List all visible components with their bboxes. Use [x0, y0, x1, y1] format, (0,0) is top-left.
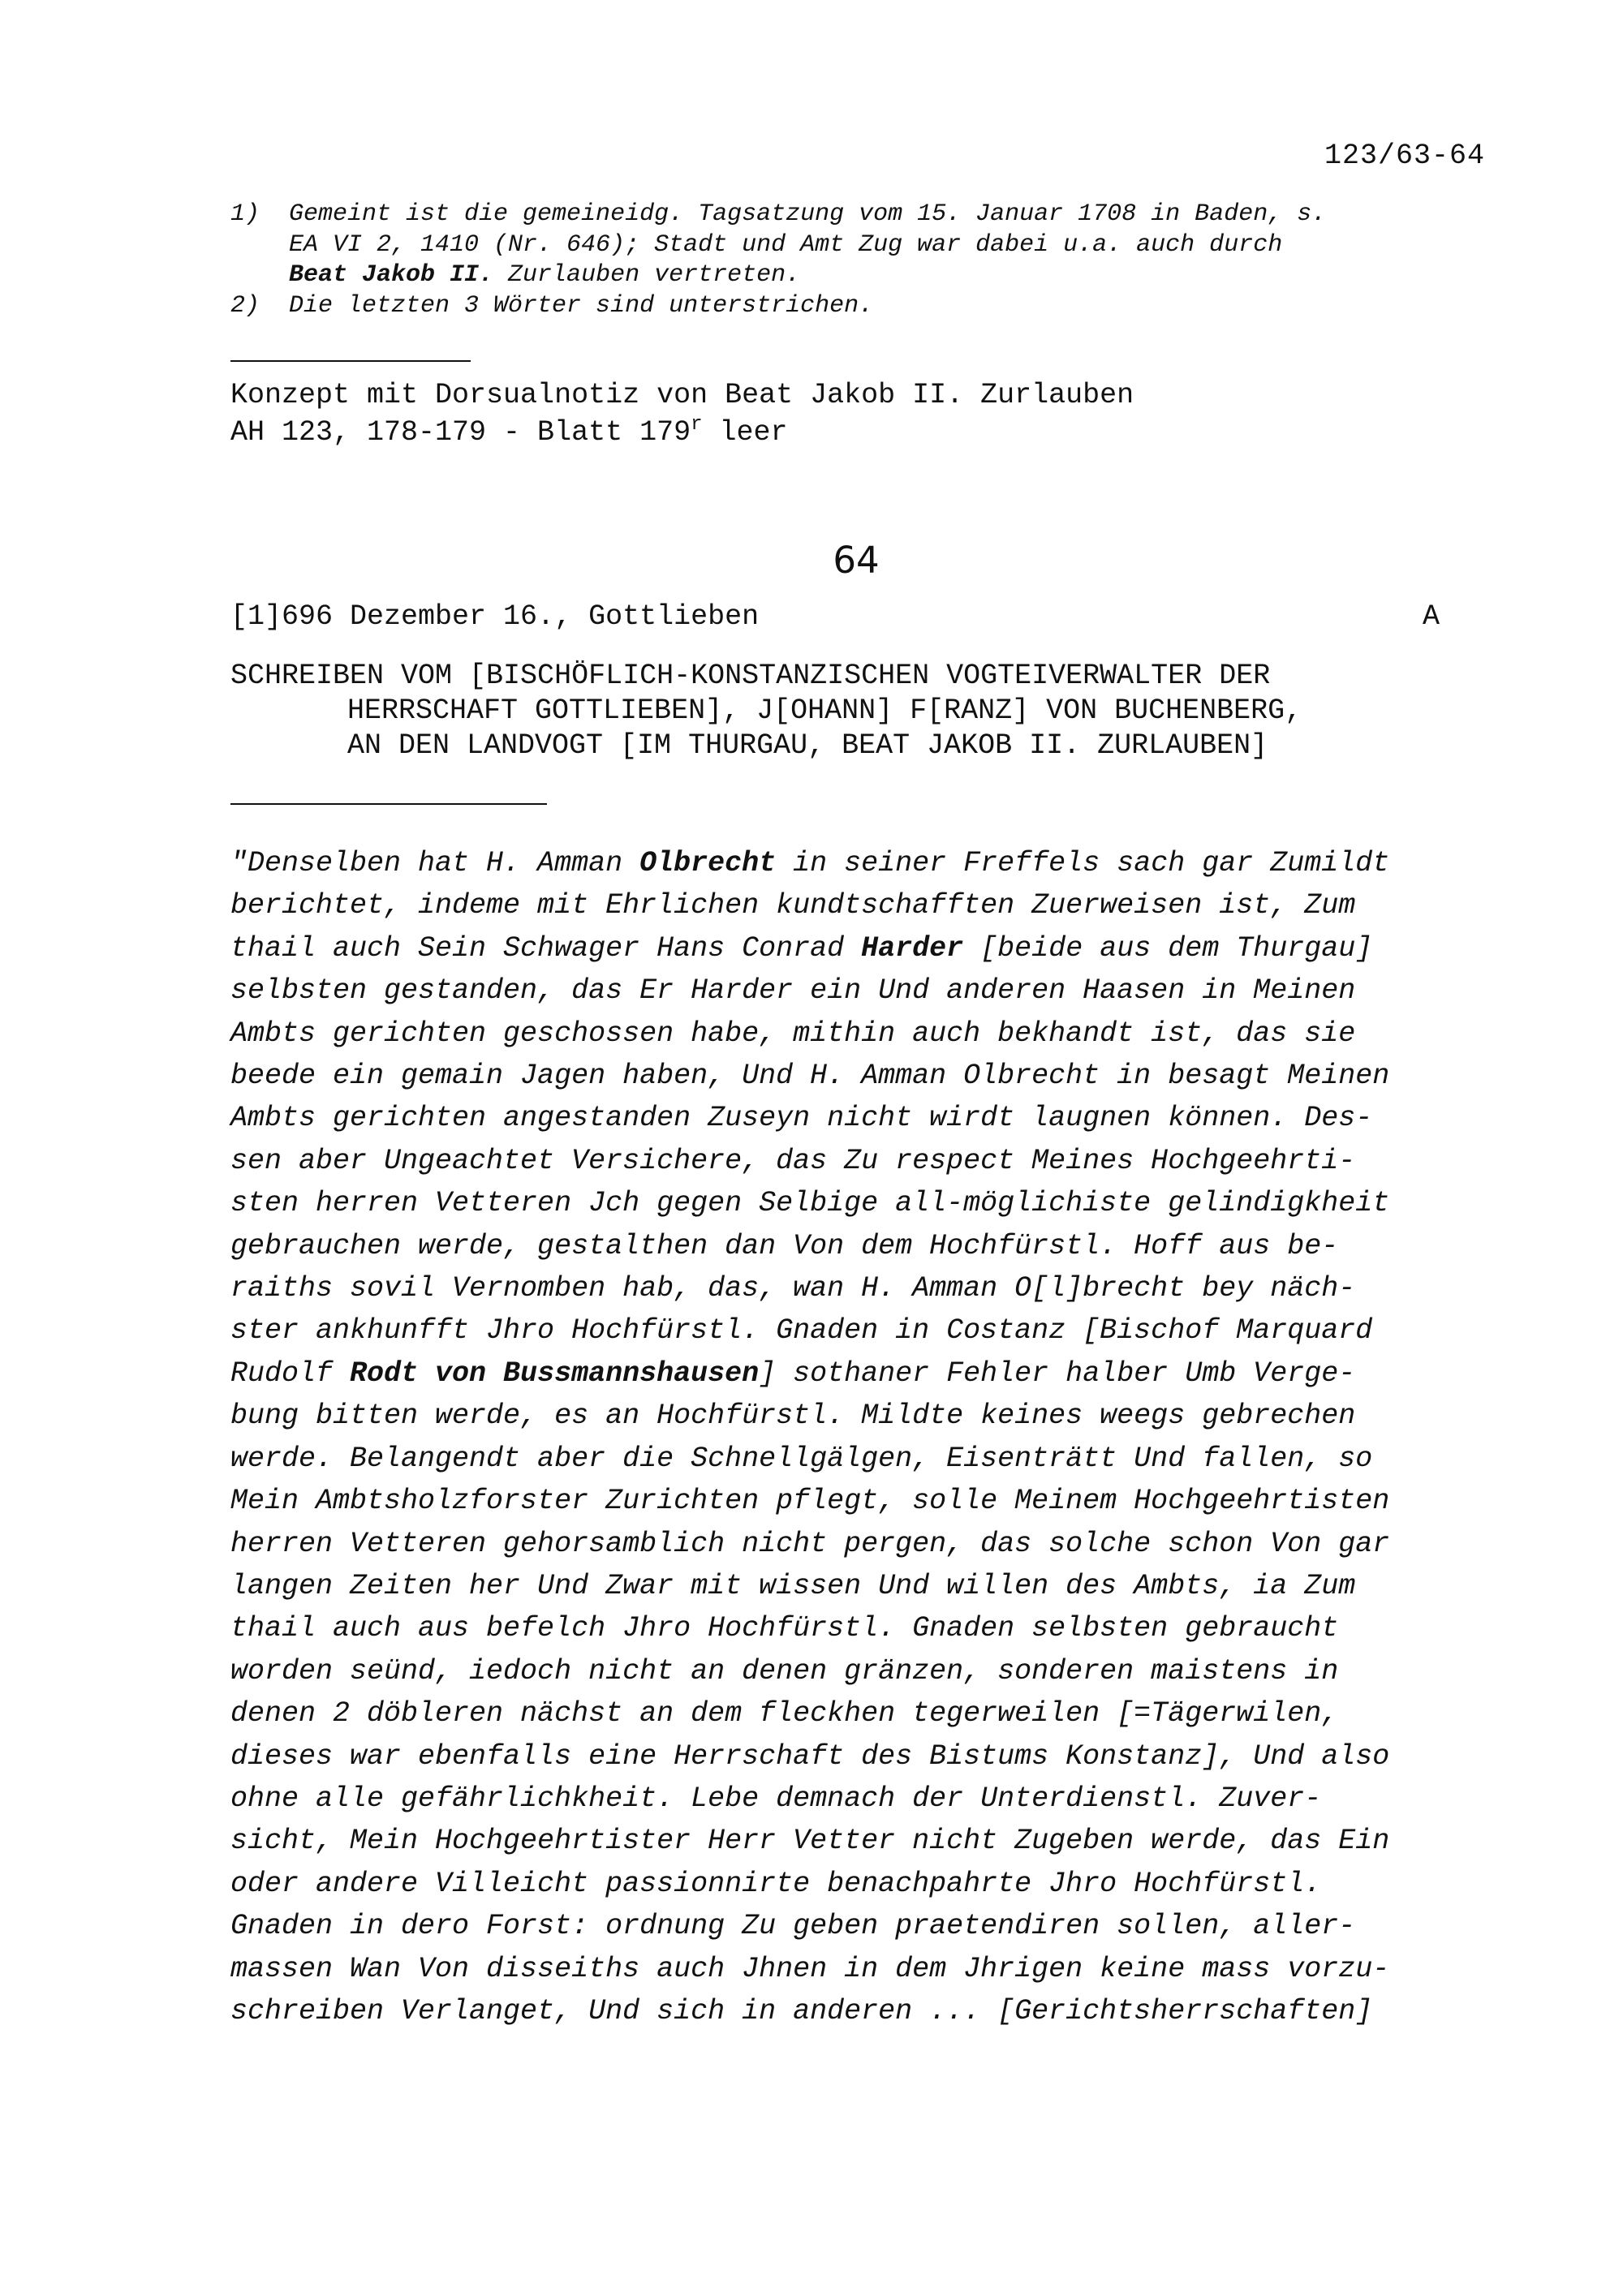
footnote-line: EA VI 2, 1410 (Nr. 646); Stadt und Amt Zug war dabei u.a. auch durch	[289, 230, 1283, 259]
classification-letter: A	[1422, 600, 1440, 633]
source-reference: AH 123, 178-179 - Blatt 179	[230, 416, 691, 449]
document-title	[230, 659, 1513, 763]
body-line: Ambts gerichten angestanden Zuseyn nicht wirdt laugnen können. Des-	[230, 1102, 1373, 1135]
footnotes	[230, 200, 1480, 321]
body-line: berichtet, indeme mit Ehrlichen kundtschafften Zuerweisen ist, Zum	[230, 889, 1356, 922]
body-line: sicht, Mein Hochgeehrtister Herr Vetter nicht Zugeben werde, das Ein	[230, 1825, 1390, 1858]
body-line: worden seünd, iedoch nicht an denen gränzen, sonderen maistens in	[230, 1654, 1339, 1688]
body-line: schreiben Verlanget, Und sich in anderen ... [Gerichtsherrschaften]	[230, 1994, 1373, 2027]
body-line: thail auch Sein Schwager Hans Conrad Harder [beide aus dem Thurgau]	[230, 931, 1373, 965]
body-line: oder andere Villeicht passionnirte benachpahrte Jhro Hochfürstl.	[230, 1867, 1322, 1900]
body-line: beede ein gemain Jagen haben, Und H. Amman Olbrecht in besagt Meinen	[230, 1060, 1390, 1093]
body-line: sten herren Vetteren Jch gegen Selbige all-möglichiste gelindigkheit	[230, 1187, 1390, 1220]
body-line: denen 2 döbleren nächst an dem fleckhen tegerweilen [=Tägerwilen,	[230, 1697, 1339, 1731]
document-number: 64	[833, 539, 880, 582]
source-line: Konzept mit Dorsualnotiz von Beat Jakob II. Zurlauben	[230, 379, 1134, 411]
body-line: raiths sovil Vernomben hab, das, wan H. Amman O[l]brecht bey näch-	[230, 1272, 1356, 1305]
footnote-1	[230, 200, 1480, 291]
page-reference: 123/63-64	[1324, 140, 1485, 172]
body-line: bung bitten werde, es an Hochfürstl. Mildte keines weegs gebrechen	[230, 1400, 1356, 1433]
title-line: SCHREIBEN VOM [BISCHÖFLICH-KONSTANZISCHEN VOGTEIVERWALTER DER	[230, 660, 1271, 692]
letter-body	[230, 842, 1529, 2032]
footnote-bold-name: Beat Jakob II.	[289, 261, 494, 289]
superscript-recto: r	[691, 414, 703, 436]
source-note	[230, 376, 1134, 451]
person-name: Rodt von Bussmannshausen	[350, 1357, 760, 1390]
footnote-number: 2)	[230, 291, 260, 320]
date-place: [1]696 Dezember 16., Gottlieben	[230, 600, 760, 633]
body-line: gebrauchen werde, gestalthen dan Von dem Hochfürstl. Hoff aus be-	[230, 1229, 1339, 1262]
body-line: thail auch aus befelch Jhro Hochfürstl. Gnaden selbsten gebraucht	[230, 1612, 1339, 1645]
footnote-number: 1)	[230, 200, 260, 228]
body-line: werde. Belangendt aber die Schnellgälgen, Eisenträtt Und fallen, so	[230, 1442, 1373, 1475]
person-name: Olbrecht	[639, 847, 777, 879]
footnote-line	[289, 260, 1480, 291]
person-name: Harder	[861, 931, 964, 965]
body-line: langen Zeiten her Und Zwar mit wissen Und willen des Ambts, ia Zum	[230, 1569, 1356, 1602]
body-line: sen aber Ungeachtet Versichere, das Zu respect Meines Hochgeehrti-	[230, 1144, 1356, 1177]
footnote-text: Zurlauben vertreten.	[493, 261, 801, 289]
divider-rule	[230, 803, 547, 805]
footnote-line: Gemeint ist die gemeineidg. Tagsatzung vom 15. Januar 1708 in Baden, s.	[289, 200, 1327, 228]
body-line: dieses war ebenfalls eine Herrschaft des Bistums Konstanz], Und also	[230, 1739, 1390, 1773]
body-line: selbsten gestanden, das Er Harder ein Und anderen Haasen in Meinen	[230, 974, 1356, 1008]
body-line: massen Wan Von disseiths auch Jhnen in dem Jhrigen keine mass vorzu-	[230, 1952, 1390, 1985]
divider-rule	[230, 360, 471, 362]
body-line: ster ankhunfft Jhro Hochfürstl. Gnaden in Costanz [Bischof Marquard	[230, 1314, 1373, 1348]
footnote-line: Die letzten 3 Wörter sind unterstrichen.	[289, 291, 874, 320]
body-line: herren Vetteren gehorsamblich nicht pergen, das solche schon Von gar	[230, 1527, 1390, 1560]
body-line: ohne alle gefährlichkheit. Lebe demnach der Unterdienstl. Zuver-	[230, 1782, 1322, 1815]
body-line: Gnaden in dero Forst: ordnung Zu geben praetendiren sollen, aller-	[230, 1910, 1356, 1943]
source-reference-end: leer	[702, 416, 788, 449]
body-line: Mein Ambtsholzforster Zurichten pflegt, solle Meinem Hochgeehrtisten	[230, 1485, 1390, 1518]
body-line: Rudolf Rodt von Bussmannshausen] sothaner Fehler halber Umb Verge-	[230, 1357, 1356, 1390]
title-line: HERRSCHAFT GOTTLIEBEN], J[OHANN] F[RANZ] VON BUCHENBERG,	[347, 694, 1302, 727]
body-line: "Denselben hat H. Amman Olbrecht in seiner Freffels sach gar Zumildt	[230, 847, 1390, 879]
body-line: Ambts gerichten geschossen habe, mithin auch bekhandt ist, das sie	[230, 1017, 1356, 1050]
footnote-2	[230, 291, 1480, 322]
title-line: AN DEN LANDVOGT [IM THURGAU, BEAT JAKOB II. ZURLAUBEN]	[347, 729, 1268, 762]
source-line	[230, 414, 1134, 451]
